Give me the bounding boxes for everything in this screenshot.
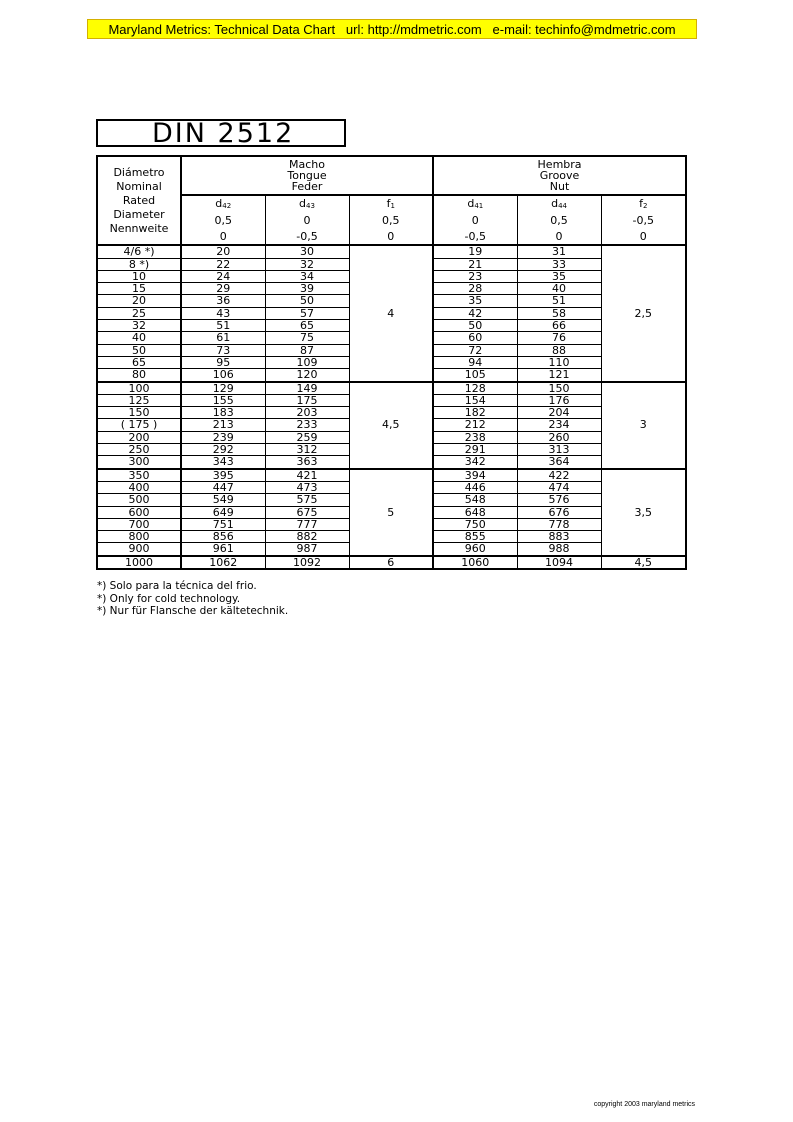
d43-cell: 233 (265, 419, 349, 431)
nominal-diameter-cell: ( 175 ) (97, 419, 181, 431)
d41-cell: 105 (433, 369, 517, 382)
d44-cell: 364 (517, 456, 601, 469)
d43-cell: 259 (265, 431, 349, 443)
column-symbol: $d_{41}$ (433, 195, 517, 212)
column-symbol: $f_1$ (349, 195, 433, 212)
d44-cell: 66 (517, 320, 601, 332)
nominal-diameter-cell: 400 (97, 481, 181, 493)
footnote: *) Nur für Flansche der kältetechnik. (97, 605, 289, 617)
d41-cell: 1060 (433, 556, 517, 569)
d43-cell: 175 (265, 394, 349, 406)
d42-cell: 29 (181, 283, 265, 295)
diameter-label-line: Rated (122, 193, 156, 207)
f2-cell: 3,5 (601, 469, 686, 556)
d43-cell: 65 (265, 320, 349, 332)
d43-cell: 30 (265, 245, 349, 258)
d43-cell: 675 (265, 506, 349, 518)
lower-tolerance: 0 (181, 228, 265, 245)
d43-cell: 363 (265, 456, 349, 469)
d42-cell: 129 (181, 382, 265, 395)
d43-cell: 777 (265, 518, 349, 530)
d44-cell: 150 (517, 382, 601, 395)
d41-cell: 28 (433, 283, 517, 295)
d43-cell: 149 (265, 382, 349, 395)
upper-tolerance: 0 (265, 212, 349, 228)
upper-tolerance: 0,5 (181, 212, 265, 228)
d43-cell: 1092 (265, 556, 349, 569)
d42-cell: 106 (181, 369, 265, 382)
footnote: *) Only for cold technology. (97, 592, 241, 605)
d43-cell: 882 (265, 531, 349, 543)
upper-tolerance: 0 (433, 212, 517, 228)
lower-tolerance: -0,5 (265, 228, 349, 245)
d41-cell: 212 (433, 419, 517, 431)
d42-cell: 51 (181, 320, 265, 332)
d41-cell: 855 (433, 531, 517, 543)
d41-cell: 42 (433, 307, 517, 319)
d43-cell: 87 (265, 344, 349, 356)
upper-tolerance: 0,5 (517, 212, 601, 228)
upper-tolerance: 0,5 (349, 212, 433, 228)
group-label-line: Nut (549, 180, 570, 194)
d42-cell: 856 (181, 531, 265, 543)
hembra-groove-header (433, 156, 686, 195)
d43-cell: 203 (265, 407, 349, 419)
lower-tolerance: 0 (601, 228, 686, 245)
d44-cell: 35 (517, 270, 601, 282)
d43-cell: 75 (265, 332, 349, 344)
d42-cell: 43 (181, 307, 265, 319)
table-row (97, 382, 686, 395)
nominal-diameter-cell: 25 (97, 307, 181, 319)
diameter-label-line: Diameter (113, 207, 165, 221)
table-row (97, 469, 686, 482)
group-label-line: Feder (291, 180, 323, 194)
d43-cell: 473 (265, 481, 349, 493)
f2-cell: 4,5 (601, 556, 686, 569)
d44-cell: 1094 (517, 556, 601, 569)
table-row (97, 245, 686, 258)
d44-cell: 88 (517, 344, 601, 356)
diameter-label-line: Diámetro (113, 165, 165, 179)
nominal-diameter-cell: 50 (97, 344, 181, 356)
d44-cell: 58 (517, 307, 601, 319)
nominal-diameter-cell: 4/6 *) (97, 245, 181, 258)
nominal-diameter-cell: 15 (97, 283, 181, 295)
nominal-diameter-cell: 800 (97, 531, 181, 543)
d42-cell: 549 (181, 494, 265, 506)
nominal-diameter-cell: 125 (97, 394, 181, 406)
nominal-diameter-cell: 600 (97, 506, 181, 518)
nominal-diameter-cell: 10 (97, 270, 181, 282)
d41-cell: 72 (433, 344, 517, 356)
nominal-diameter-cell: 80 (97, 369, 181, 382)
d41-cell: 394 (433, 469, 517, 482)
din-2512-table (96, 155, 687, 570)
d44-cell: 51 (517, 295, 601, 307)
d44-cell: 76 (517, 332, 601, 344)
d42-cell: 183 (181, 407, 265, 419)
column-symbol: $f_2$ (601, 195, 686, 212)
lower-tolerance: 0 (349, 228, 433, 245)
d42-cell: 292 (181, 444, 265, 456)
column-symbol: $d_{43}$ (265, 195, 349, 212)
group-label-line: Hembra (537, 157, 582, 171)
d41-cell: 182 (433, 407, 517, 419)
d44-cell: 883 (517, 531, 601, 543)
d42-cell: 395 (181, 469, 265, 482)
d44-cell: 234 (517, 419, 601, 431)
d44-cell: 422 (517, 469, 601, 482)
diameter-label-line: Nominal (116, 179, 162, 193)
f1-cell: 4,5 (349, 382, 433, 469)
d44-cell: 474 (517, 481, 601, 493)
nominal-diameter-cell: 100 (97, 382, 181, 395)
nominal-diameter-cell: 8 *) (97, 258, 181, 270)
d44-cell: 110 (517, 356, 601, 368)
d43-cell: 312 (265, 444, 349, 456)
d43-cell: 39 (265, 283, 349, 295)
d43-cell: 50 (265, 295, 349, 307)
d43-cell: 109 (265, 356, 349, 368)
nominal-diameter-cell: 250 (97, 444, 181, 456)
d41-cell: 23 (433, 270, 517, 282)
nominal-diameter-cell: 900 (97, 543, 181, 556)
d44-cell: 313 (517, 444, 601, 456)
d41-cell: 960 (433, 543, 517, 556)
nominal-diameter-cell: 500 (97, 494, 181, 506)
f1-cell: 6 (349, 556, 433, 569)
diameter-label-line: Nennweite (109, 221, 169, 235)
f2-cell: 2,5 (601, 245, 686, 381)
d42-cell: 447 (181, 481, 265, 493)
d42-cell: 961 (181, 543, 265, 556)
d43-cell: 120 (265, 369, 349, 382)
nominal-diameter-cell: 700 (97, 518, 181, 530)
d41-cell: 291 (433, 444, 517, 456)
d43-cell: 575 (265, 494, 349, 506)
d41-cell: 238 (433, 431, 517, 443)
nominal-diameter-cell: 150 (97, 407, 181, 419)
nominal-diameter-cell: 20 (97, 295, 181, 307)
d41-cell: 548 (433, 494, 517, 506)
d43-cell: 34 (265, 270, 349, 282)
d42-cell: 239 (181, 431, 265, 443)
d42-cell: 61 (181, 332, 265, 344)
table-row (97, 556, 686, 569)
footnote: *) Solo para la técnica del frio. (97, 580, 257, 592)
d43-cell: 421 (265, 469, 349, 482)
d44-cell: 676 (517, 506, 601, 518)
group-label-line: Groove (539, 168, 580, 182)
d41-cell: 750 (433, 518, 517, 530)
d44-cell: 988 (517, 543, 601, 556)
group-label-line: Macho (289, 157, 325, 171)
d44-cell: 576 (517, 494, 601, 506)
d41-cell: 50 (433, 320, 517, 332)
nominal-diameter-cell: 200 (97, 431, 181, 443)
d41-cell: 128 (433, 382, 517, 395)
d42-cell: 24 (181, 270, 265, 282)
d43-cell: 57 (265, 307, 349, 319)
lower-tolerance: -0,5 (433, 228, 517, 245)
d42-cell: 22 (181, 258, 265, 270)
copyright-notice: copyright 2003 maryland metrics (593, 1101, 695, 1108)
d42-cell: 1062 (181, 556, 265, 569)
nominal-diameter-cell: 1000 (97, 556, 181, 569)
d41-cell: 19 (433, 245, 517, 258)
d42-cell: 155 (181, 394, 265, 406)
f1-cell: 4 (349, 245, 433, 381)
d42-cell: 343 (181, 456, 265, 469)
column-symbol: $d_{44}$ (517, 195, 601, 212)
d42-cell: 95 (181, 356, 265, 368)
header-banner: Maryland Metrics: Technical Data Chart url: http://mdmetric.com e-mail: techinfo@mdmetric.com (87, 19, 697, 39)
d44-cell: 121 (517, 369, 601, 382)
standard-title: DIN 2512 (96, 119, 346, 147)
upper-tolerance: -0,5 (601, 212, 686, 228)
group-label-line: Tongue (287, 168, 327, 182)
macho-tongue-header (181, 156, 433, 195)
d42-cell: 73 (181, 344, 265, 356)
d42-cell: 751 (181, 518, 265, 530)
d42-cell: 36 (181, 295, 265, 307)
f2-cell: 3 (601, 382, 686, 469)
lower-tolerance: 0 (517, 228, 601, 245)
d42-cell: 649 (181, 506, 265, 518)
nominal-diameter-header (97, 156, 181, 245)
d41-cell: 60 (433, 332, 517, 344)
nominal-diameter-cell: 350 (97, 469, 181, 482)
d44-cell: 260 (517, 431, 601, 443)
nominal-diameter-cell: 40 (97, 332, 181, 344)
nominal-diameter-cell: 65 (97, 356, 181, 368)
d44-cell: 33 (517, 258, 601, 270)
d41-cell: 21 (433, 258, 517, 270)
d42-cell: 213 (181, 419, 265, 431)
column-symbol: $d_{42}$ (181, 195, 265, 212)
d42-cell: 20 (181, 245, 265, 258)
d41-cell: 648 (433, 506, 517, 518)
footnotes (97, 580, 288, 618)
d41-cell: 342 (433, 456, 517, 469)
d44-cell: 778 (517, 518, 601, 530)
d41-cell: 154 (433, 394, 517, 406)
nominal-diameter-cell: 300 (97, 456, 181, 469)
d43-cell: 32 (265, 258, 349, 270)
d41-cell: 94 (433, 356, 517, 368)
d44-cell: 31 (517, 245, 601, 258)
nominal-diameter-cell: 32 (97, 320, 181, 332)
f1-cell: 5 (349, 469, 433, 556)
d44-cell: 176 (517, 394, 601, 406)
d44-cell: 204 (517, 407, 601, 419)
d43-cell: 987 (265, 543, 349, 556)
d41-cell: 446 (433, 481, 517, 493)
d44-cell: 40 (517, 283, 601, 295)
d41-cell: 35 (433, 295, 517, 307)
